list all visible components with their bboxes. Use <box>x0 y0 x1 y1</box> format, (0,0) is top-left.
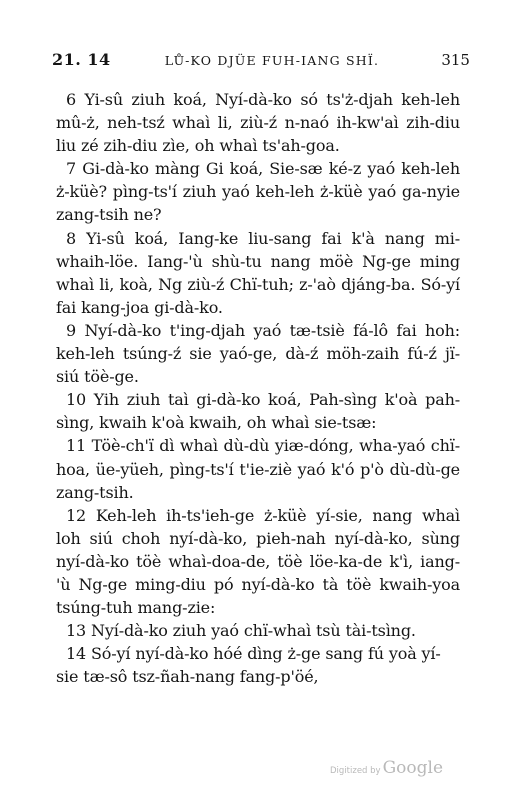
digitization-watermark <box>330 758 443 778</box>
verse-9: 9 Nyí-dà-ko t'ing-djah yaó tæ-tsiè fá-lô fai hoh: keh-leh tsúng-ź sie yaó-ge, dà-ź möh-zaih fú-ź jï-siú töè-ge. <box>56 320 460 387</box>
verse-7: 7 Gi-dà-ko màng Gi koá, Sie-sæ ké-z yaó keh-leh ż-küè? pìng-ts'í ziuh yaó keh-leh ż-küè yaó ga-nyie zang-tsih ne? <box>56 159 460 225</box>
verse-6: 6 Yi-sû ziuh koá, Nyí-dà-ko só ts'ż-djah keh-leh mû-ż, neh-tsź whaì li, ziù-ź n-naó ih-kw'aì zih-diu liu zé zih-diu zìe, oh whaì ts'ah-goa. <box>56 90 460 156</box>
verse-14: 14 Só-yí nyí-dà-ko hóé dìng ż-ge sang fú yoà yí-sie tæ-sô tsz-ñah-nang fang-p'öé, <box>56 644 441 687</box>
page-number: 315 <box>441 51 470 69</box>
verse-10: 10 Yih ziuh taì gi-dà-ko koá, Pah-sìng k'oà pah-sìng, kwaih k'oà kwaih, oh whaì sie-tsæ: <box>56 390 460 433</box>
verse-11: 11 Töè-ch'ï dì whaì dù-dù yiæ-dóng, wha-yaó chï-hoa, üe-yüeh, pìng-ts'í t'ie-ziè yaó k'ó p'ò dù-dù-ge zang-tsih. <box>56 436 460 502</box>
verse-12: 12 Keh-leh ih-ts'ieh-ge ż-küè yí-sie, nang whaì loh siú choh nyí-dà-ko, pieh-nah nyí-dà-ko, sùng nyí-dà-ko töè whaì-doa-de, töè löe-ka-de k'ì, iang-'ù Ng-ge ming-diu pó nyí-dà-ko tà töè kwaih-yoa tsúng-tuh mang-zie: <box>56 505 460 618</box>
chapter-verse-reference: 21. 14 <box>52 50 111 69</box>
running-title: LŮ-KO DJÜE FUH-IANG SHÏ. <box>164 53 380 68</box>
running-header <box>52 50 470 74</box>
watermark-prefix: Digitized by <box>330 766 381 776</box>
body-text <box>56 88 460 688</box>
google-logo: Google <box>382 758 444 778</box>
verse-8: 8 Yi-sû koá, Iang-ke liu-sang fai k'à nang mi-whaih-löe. Iang-'ù shù-tu nang möè Ng-ge ming whaì li, koà, Ng ziù-ź Chï-tuh; z-'aò djáng-ba. Só-yí fai kang-joa gi-dà-ko. <box>56 228 460 317</box>
verse-13: 13 Nyí-dà-ko ziuh yaó chï-whaì tsù tài-tsìng. <box>66 621 416 641</box>
